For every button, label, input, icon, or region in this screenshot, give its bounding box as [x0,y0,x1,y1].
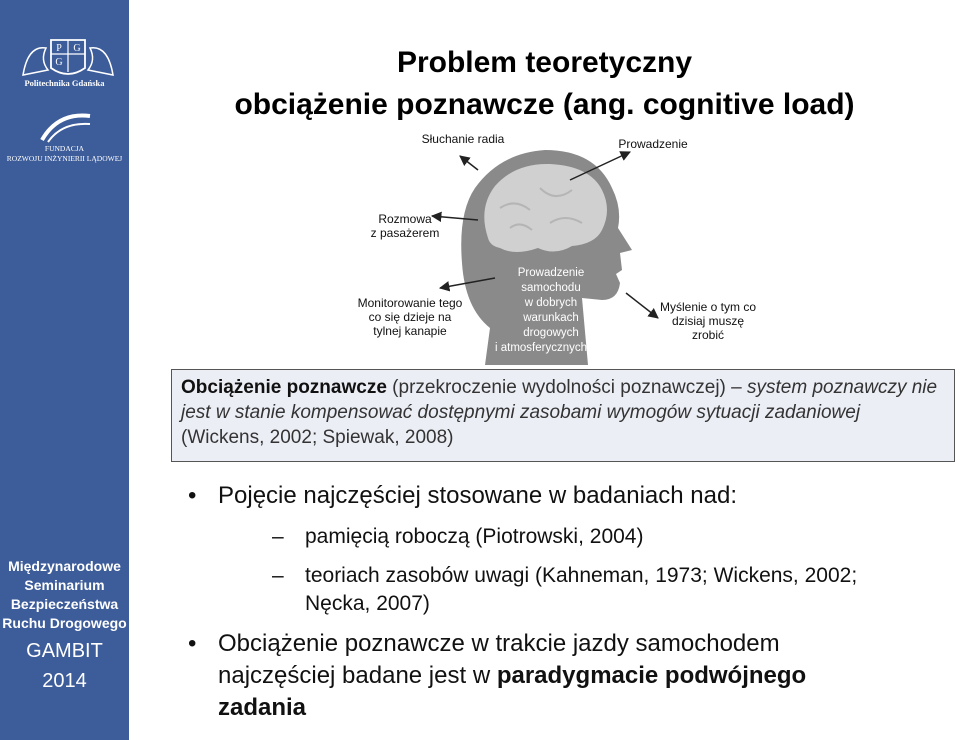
year-label: 2014 [42,670,87,692]
event-line-2: Seminarium [24,577,105,593]
head-text-2: samochodu [521,282,581,294]
event-line-1: Międzynarodowe [8,558,121,574]
definition-part1: (przekroczenie wydolności poznawczej) – [386,377,742,398]
head-text-1: Prowadzenie [517,267,585,279]
bullet-1-text: Pojęcie najczęściej stosowane w badaniach nad: [218,482,737,509]
event-line-3: Bezpieczeństwa [10,596,119,612]
bullet-1 [188,480,737,511]
label-think-1: Myślenie o tym co [659,300,757,314]
definition-box [171,369,955,462]
sub-bullet-2-line1: teoriach zasobów uwagi (Kahneman, 1973; Wickens, 2002; [305,564,858,587]
politechnika-label: Politechnika Gdańska [24,78,105,88]
definition-term: Obciążenie poznawcze [181,377,387,398]
sub-bullet-1 [272,523,644,550]
sidebar [0,0,129,740]
event-line-4: Ruchu Drogowego [2,615,127,631]
label-talk-2: z pasażerem [370,226,440,240]
definition-italic: system poznawczy nie jest w stanie kompensować dostępnymi zasobami wymogów sytuacji zadaniowej [181,377,938,423]
cognitive-load-diagram [350,128,790,365]
head-text-5: drogowych [523,327,579,339]
label-monitor-3: tylnej kanapie [373,324,447,338]
head-text-4: warunkach [523,312,579,324]
label-talk-1: Rozmowa [378,212,432,226]
sub-bullet-2 [272,562,858,589]
label-driving: Prowadzenie [618,137,688,151]
sub-dash: – [272,525,284,548]
bullet-dot: • [188,630,197,657]
label-radio: Słuchanie radia [421,132,505,146]
slide-title-line2: obciążenie poznawcze (ang. cognitive load) [234,88,855,121]
bullet-dot: • [188,482,197,509]
label-monitor-2: co się dzieje na [368,310,452,324]
bullet-2-line2-bold: paradygmacie podwójnego [496,662,807,689]
label-monitor-1: Monitorowanie tego [357,296,463,310]
label-think-2: dzisiaj muszę [671,314,745,328]
sub-bullet-1-text: pamięcią roboczą (Piotrowski, 2004) [305,525,644,548]
label-think-3: zrobić [691,328,724,342]
crest-letter-p: P [56,43,62,54]
sub-dash: – [272,564,284,587]
bullet-2-line3: zadania [218,694,307,721]
bullet-2-line2-pre: najczęściej badane jest w [218,662,497,689]
head-text-3: w dobrych [524,297,578,309]
bullet-2-line2 [218,660,806,691]
bullet-2 [188,628,780,659]
foundation-label-2: ROZWOJU INŻYNIERII LĄDOWEJ [6,154,123,163]
crest-letter-g2: G [55,57,63,68]
sub-bullet-2-cont: Nęcka, 2007) [305,592,430,615]
gambit-label: GAMBIT [26,640,103,662]
head-text-6: i atmosferycznych [494,342,588,354]
bullet-2-line1: Obciążenie poznawcze w trakcie jazdy samochodem [218,630,780,657]
slide-title-line1: Problem teoretyczny [396,46,693,79]
definition-citation: (Wickens, 2002; Spiewak, 2008) [181,427,454,448]
foundation-label-1: FUNDACJA [44,144,85,153]
foundation-logo-icon [38,110,94,144]
crest-letter-g1: G [73,43,81,54]
